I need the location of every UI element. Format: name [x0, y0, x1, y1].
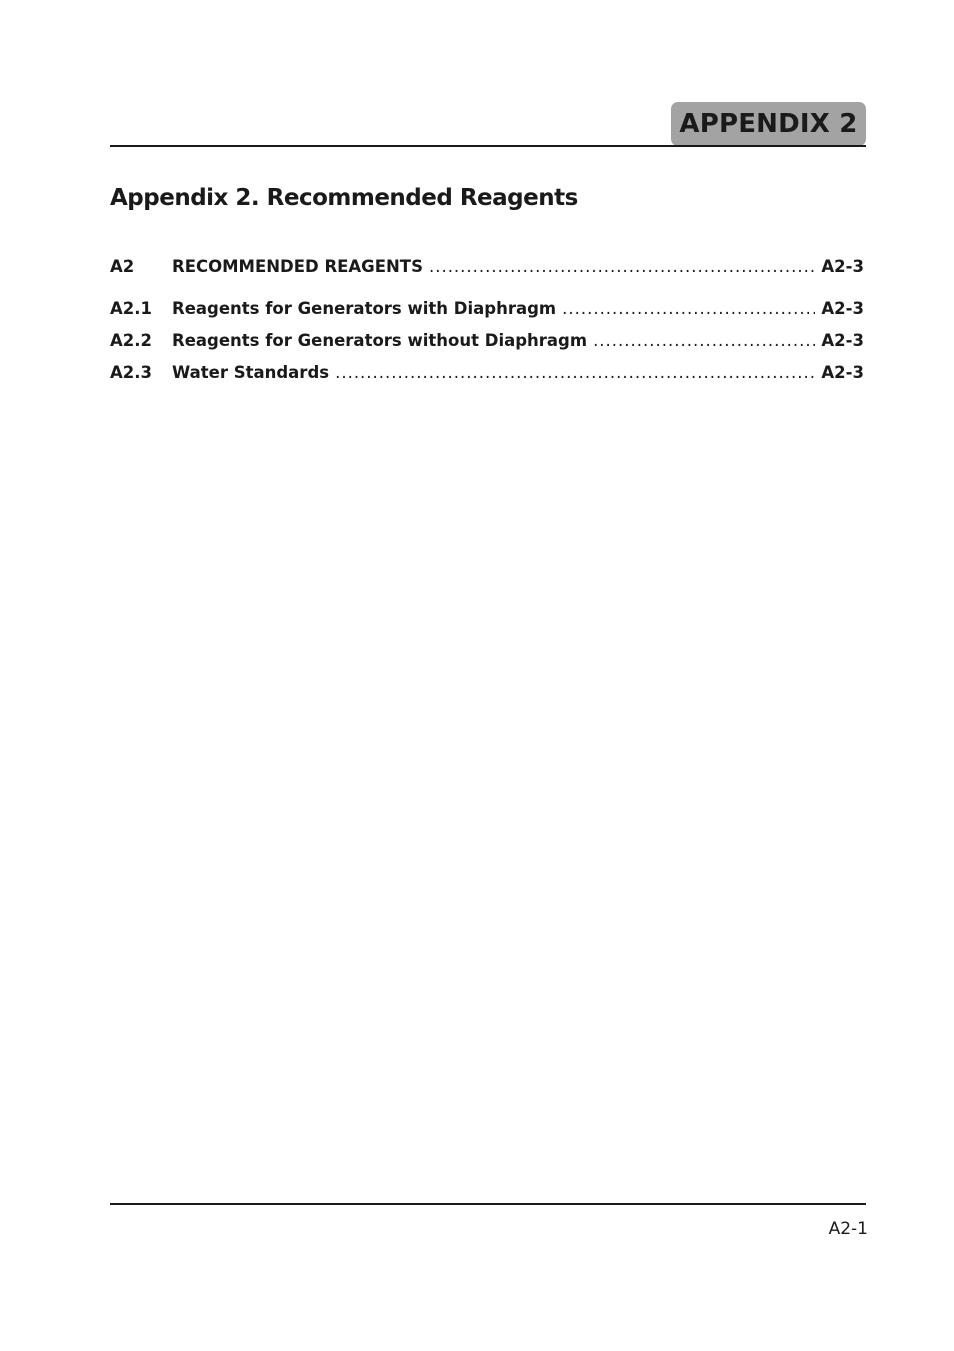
toc-entry-a2[interactable] — [110, 257, 864, 281]
toc-entry-title: Water Standards — [172, 363, 330, 382]
toc-dot-leader — [562, 299, 815, 318]
footer-divider — [110, 1203, 866, 1205]
page-title: Appendix 2. Recommended Reagents — [110, 185, 578, 211]
toc-entry-number: A2.1 — [110, 299, 152, 318]
appendix-badge: APPENDIX 2 — [671, 102, 866, 146]
toc-entry-page: A2-3 — [821, 299, 864, 318]
toc-dot-leader — [593, 331, 815, 350]
header-divider — [110, 145, 866, 147]
page-number: A2-1 — [828, 1219, 868, 1239]
toc-entry-page: A2-3 — [821, 257, 864, 276]
toc-entry-number: A2.3 — [110, 363, 152, 382]
toc-entry-a2-1[interactable] — [110, 299, 864, 323]
toc-entry-title: Reagents for Generators with Diaphragm — [172, 299, 557, 318]
toc-entry-a2-2[interactable] — [110, 331, 864, 355]
toc-entry-a2-3[interactable] — [110, 363, 864, 387]
toc-dot-leader — [335, 363, 815, 382]
toc-entry-number: A2 — [110, 257, 135, 276]
toc-entry-page: A2-3 — [821, 363, 864, 382]
toc-dot-leader — [429, 257, 815, 276]
toc-entry-number: A2.2 — [110, 331, 152, 350]
toc-entry-title: Reagents for Generators without Diaphragm — [172, 331, 588, 350]
toc-entry-page: A2-3 — [821, 331, 864, 350]
toc-entry-title: RECOMMENDED REAGENTS — [172, 257, 423, 276]
